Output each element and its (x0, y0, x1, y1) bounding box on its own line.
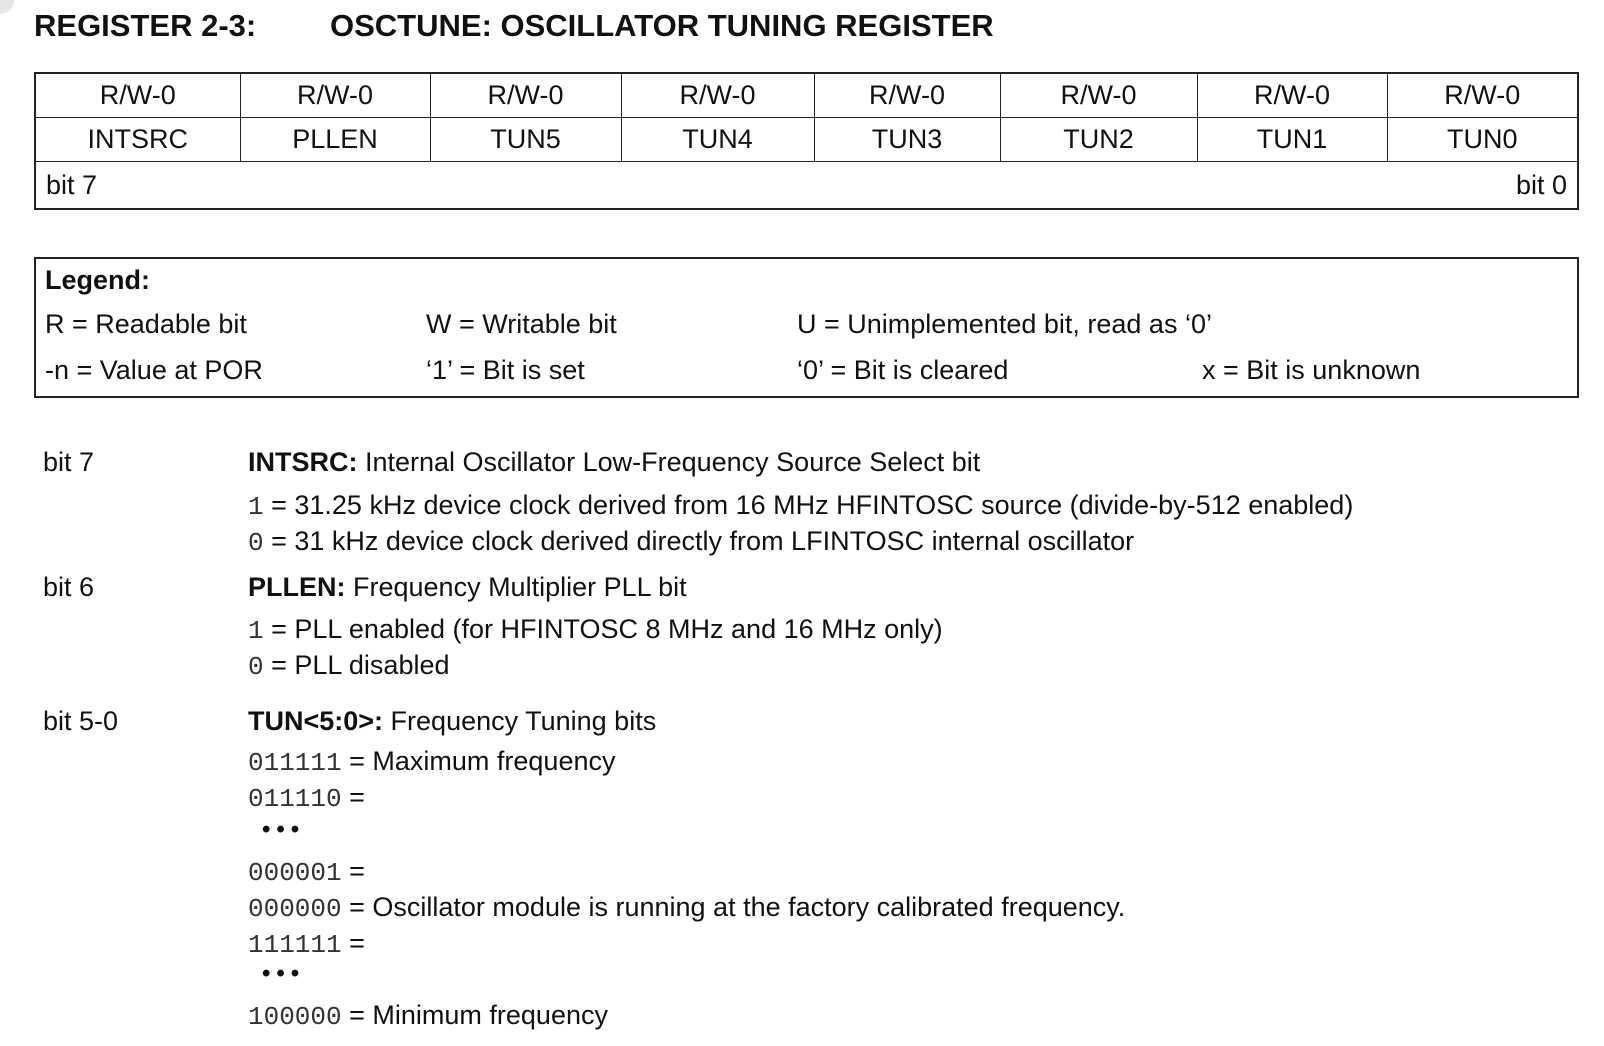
access-cell: R/W-0 (814, 73, 1000, 118)
access-cell: R/W-0 (240, 73, 430, 118)
tun-row-code: 100000 (248, 1002, 342, 1032)
tun-row (248, 928, 365, 960)
bit-name-cell: TUN2 (1000, 118, 1197, 162)
bit-name-cell: TUN4 (621, 118, 814, 162)
bit6-heading (248, 572, 687, 603)
legend-readable: R = Readable bit (45, 309, 247, 339)
tun-row-code: 111111 (248, 930, 342, 960)
bit6-value0-code: 0 (248, 652, 264, 682)
bit50-name: TUN<5:0>: (248, 706, 384, 736)
tun-row-code: 011111 (248, 748, 342, 778)
tun-row (248, 892, 1125, 924)
bit-name-row (35, 118, 1578, 162)
legend-unknown: x = Bit is unknown (1202, 355, 1421, 385)
access-cell: R/W-0 (35, 73, 240, 118)
access-cell: R/W-0 (1387, 73, 1578, 118)
tun-row-text: = (341, 782, 365, 812)
page-corner-decoration (0, 0, 14, 14)
tun-row-code: 000000 (248, 894, 342, 924)
tun-row-text: = Oscillator module is running at the factory calibrated frequency. (341, 892, 1126, 922)
bit50-desc: Frequency Tuning bits (383, 706, 657, 736)
legend-writable: W = Writable bit (426, 309, 617, 339)
access-cell: R/W-0 (430, 73, 621, 118)
bit6-name: PLLEN: (248, 572, 346, 602)
legend-box (34, 257, 1579, 398)
tun-ellipsis: ••• (262, 816, 306, 843)
bit6-value1 (248, 614, 943, 646)
register-title (34, 8, 994, 44)
access-cell: R/W-0 (1000, 73, 1197, 118)
tun-row (248, 746, 615, 778)
bit50-label: bit 5-0 (43, 706, 119, 736)
legend-title: Legend: (45, 265, 150, 295)
bit7-value0-text: = 31 kHz device clock derived directly from LFINTOSC internal oscillator (263, 526, 1135, 556)
bit-name-cell: TUN5 (430, 118, 621, 162)
bit7-value1-code: 1 (248, 492, 264, 522)
lsb-label: bit 0 (814, 162, 1578, 210)
tun-ellipsis: ••• (262, 960, 306, 987)
legend-unimplemented: U = Unimplemented bit, read as ‘0’ (797, 309, 1212, 339)
bit6-desc: Frequency Multiplier PLL bit (345, 572, 687, 602)
bit6-value1-code: 1 (248, 616, 264, 646)
bit-order-row (35, 162, 1578, 210)
bit7-value0 (248, 526, 1134, 558)
bit7-value1-text: = 31.25 kHz device clock derived from 16 MHz HFINTOSC source (divide-by-512 enabled) (263, 490, 1354, 520)
tun-row (248, 1000, 608, 1032)
tun-row-text: = (341, 856, 365, 886)
bit-name-cell: TUN3 (814, 118, 1000, 162)
bit7-value0-code: 0 (248, 528, 264, 558)
bit6-value0 (248, 650, 450, 682)
register-name: OSCTUNE: OSCILLATOR TUNING REGISTER (330, 8, 994, 43)
tun-row (248, 856, 365, 888)
access-cell: R/W-0 (621, 73, 814, 118)
bit50-heading (248, 706, 656, 737)
bit7-label: bit 7 (43, 447, 95, 477)
bit7-value1 (248, 490, 1353, 522)
bit6-value1-text: = PLL enabled (for HFINTOSC 8 MHz and 16 MHz only) (263, 614, 943, 644)
tun-row-code: 011110 (248, 784, 342, 814)
legend-set: ‘1’ = Bit is set (426, 355, 585, 385)
tun-row-code: 000001 (248, 858, 342, 888)
bit6-value0-text: = PLL disabled (263, 650, 450, 680)
bit-name-cell: TUN1 (1197, 118, 1387, 162)
bit-name-cell: TUN0 (1387, 118, 1578, 162)
bit7-name: INTSRC: (248, 447, 358, 477)
tun-row-text: = Minimum frequency (341, 1000, 608, 1030)
msb-label: bit 7 (35, 162, 814, 210)
access-cell: R/W-0 (1197, 73, 1387, 118)
tun-row-text: = Maximum frequency (341, 746, 616, 776)
register-bit-table (34, 72, 1579, 210)
tun-row-text: = (341, 928, 365, 958)
bit7-heading (248, 447, 980, 478)
bit7-desc: Internal Oscillator Low-Frequency Source Select bit (357, 447, 981, 477)
access-row (35, 73, 1578, 118)
register-number: REGISTER 2-3: (34, 8, 257, 43)
bit6-label: bit 6 (43, 572, 95, 602)
legend-cleared: ‘0’ = Bit is cleared (797, 355, 1009, 385)
bit-name-cell: PLLEN (240, 118, 430, 162)
legend-por: -n = Value at POR (45, 355, 263, 385)
bit-name-cell: INTSRC (35, 118, 240, 162)
tun-row (248, 782, 365, 814)
